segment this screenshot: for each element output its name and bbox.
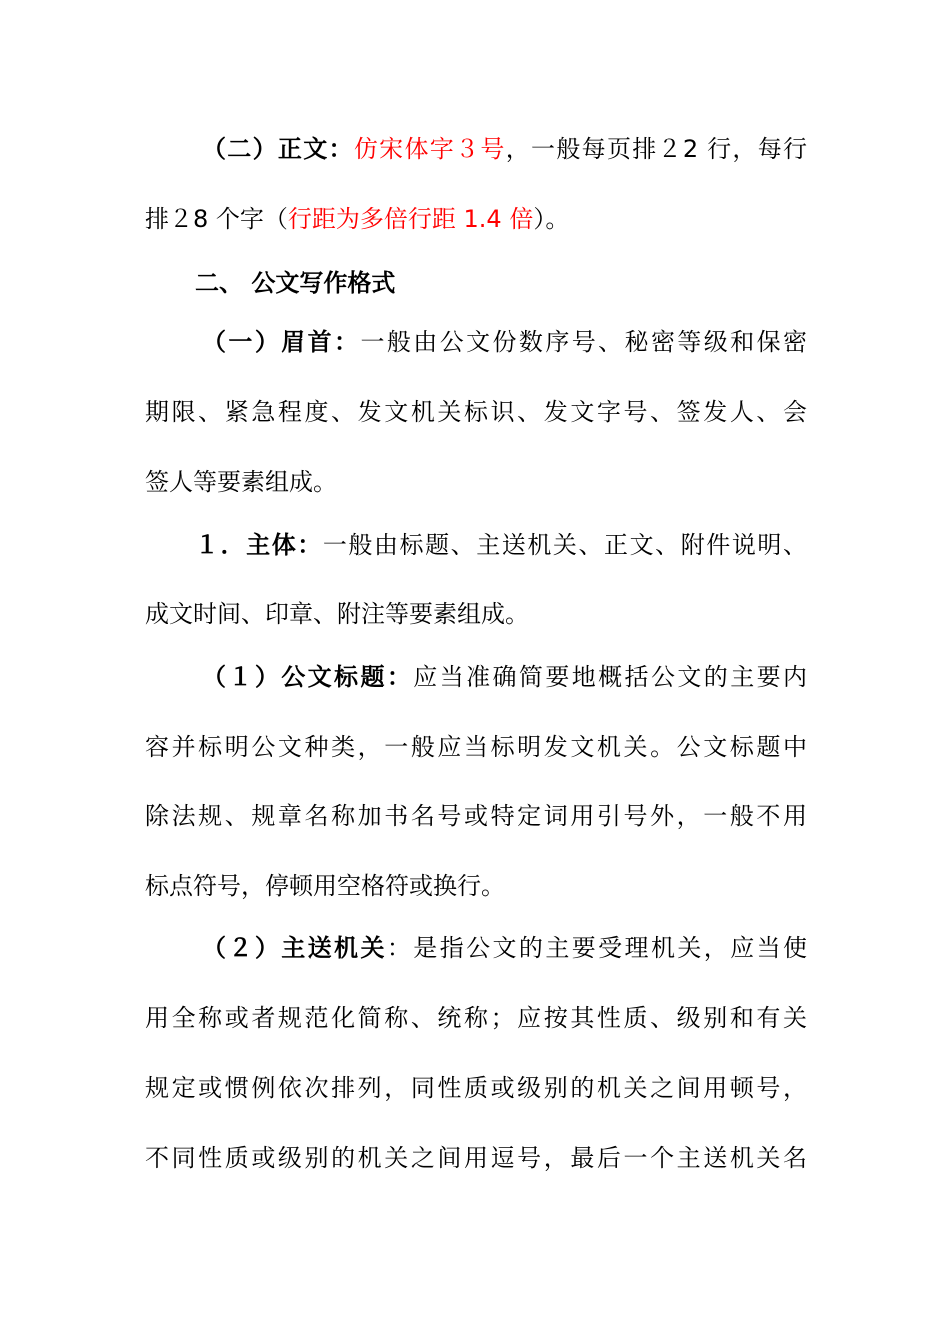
section-label-body-text: （二）正文： — [202, 135, 354, 163]
section-label-document-title: （１）公文标题： — [202, 663, 414, 691]
section-label-main-body: １．主体： — [195, 531, 323, 559]
paragraph-recipient-line-4: 不同性质或级别的机关之间用逗号，最后一个主送机关名 — [145, 1144, 807, 1172]
paragraph-title-line-4: 标点符号，停顿用空格符或换行。 — [145, 872, 505, 900]
paragraph-title-line-1 — [202, 660, 807, 694]
paragraph-recipient-line-3: 规定或惯例依次排列，同性质或级别的机关之间用顿号， — [145, 1074, 807, 1102]
text-run: ）。 — [533, 205, 570, 233]
section-label-header: （一）眉首： — [202, 328, 361, 356]
paragraph-title-line-2: 容并标明公文种类，一般应当标明发文机关。公文标题中 — [145, 733, 807, 761]
paragraph-header-line-1 — [202, 325, 807, 359]
paragraph-main-body-line-1 — [195, 528, 807, 562]
paragraph-body-text-line-1 — [202, 132, 807, 166]
line-spacing-highlight: 行距为多倍行距 1.4 倍 — [287, 205, 534, 233]
paragraph-header-line-3: 签人等要素组成。 — [145, 468, 337, 496]
text-run: 排２8 个字（ — [145, 205, 288, 233]
text-run: ，一般每页排２2 行，每行 — [505, 135, 808, 163]
paragraph-body-text-line-2 — [145, 202, 807, 236]
paragraph-main-body-line-2: 成文时间、印章、附注等要素组成。 — [145, 600, 529, 628]
text-run: 应当准确简要地概括公文的主要内 — [413, 663, 808, 691]
paragraph-header-line-2: 期限、紧急程度、发文机关标识、发文字号、签发人、会 — [145, 398, 807, 426]
section-heading-writing-format: 二、 公文写作格式 — [195, 269, 396, 297]
font-spec-highlight: 仿宋体字３号 — [353, 135, 506, 163]
text-run: 一般由公文份数序号、秘密等级和保密 — [360, 328, 808, 356]
paragraph-title-line-3: 除法规、规章名称加书名号或特定词用引号外，一般不用 — [145, 802, 807, 830]
text-run: 一般由标题、主送机关、正文、附件说明、 — [322, 531, 808, 559]
section-label-main-recipient: （２）主送机关 — [202, 934, 387, 962]
paragraph-recipient-line-2: 用全称或者规范化简称、统称；应按其性质、级别和有关 — [145, 1004, 807, 1032]
paragraph-recipient-line-1 — [202, 931, 807, 965]
text-run: ：是指公文的主要受理机关，应当使 — [386, 934, 808, 962]
